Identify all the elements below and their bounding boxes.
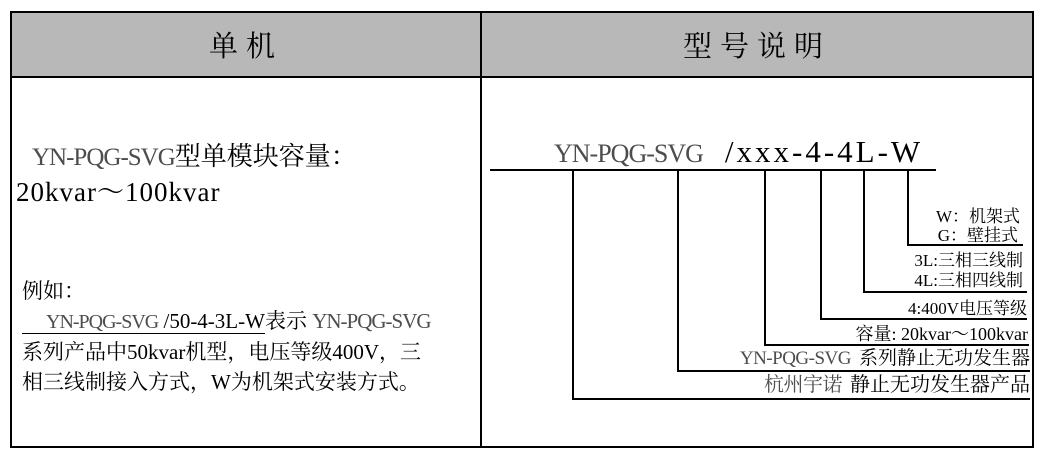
example-line3: 相三线制接入方式，W为机架式安装方式。 [22, 370, 420, 394]
spec-table [10, 11, 1034, 448]
connector-line [863, 169, 865, 293]
brand-text: YN-PQG-SVG [739, 348, 851, 369]
connector-line [863, 291, 1027, 293]
connector-line [820, 169, 822, 320]
model-number-text: /50-4-3L-W [158, 309, 265, 333]
example-paragraph [22, 276, 472, 397]
model-prefix: YN-PQG-SVG [554, 139, 703, 168]
connector-line [820, 318, 1027, 320]
header-cell-single-unit: 单机 [12, 13, 482, 76]
label-series [740, 348, 1030, 370]
single-unit-cell [12, 78, 482, 446]
model-diagram [482, 78, 1032, 446]
label-company [764, 374, 1030, 397]
capacity-range: 20kvar～100kvar [16, 177, 221, 207]
example-after-text: 表示 [264, 309, 313, 333]
brand-text: YN-PQG-SVG [32, 144, 175, 171]
connector-line [764, 344, 1029, 346]
example-intro: 例如： [22, 279, 85, 303]
connector-line [907, 169, 909, 245]
label-mount-g: G：壁挂式 [937, 226, 1018, 245]
capacity-line-text: 型单模块容量： [174, 142, 357, 171]
connector-line [677, 169, 679, 372]
model-underline [490, 169, 936, 171]
connector-line [572, 398, 1030, 400]
label-wiring-3l: 3L:三相三线制 [914, 251, 1023, 270]
example-line2: 系列产品中50kvar机型，电压等级400V，三 [22, 340, 421, 364]
company-description: 静止无功发生器产品 [850, 374, 1030, 396]
label-capacity: 容量: 20kvar～100kvar [855, 324, 1028, 344]
brand-text: 杭州宇诺 [764, 374, 842, 396]
label-voltage: 4:400V电压等级 [908, 299, 1027, 318]
connector-line [572, 169, 574, 400]
header-cell-model-description: 型号说明 [682, 31, 831, 63]
label-mount-w: W：机架式 [935, 207, 1020, 226]
brand-text: YN-PQG-SVG [46, 311, 159, 333]
model-string [554, 134, 923, 170]
connector-line [677, 370, 1030, 372]
example-model-line [22, 306, 472, 337]
table-body-row [12, 78, 1032, 446]
table-header-row [12, 13, 1032, 78]
label-wiring-4l: 4L:三相四线制 [914, 271, 1023, 290]
underlined-model [22, 309, 265, 334]
series-description: 系列静止无功发生器 [858, 348, 1030, 369]
connector-line [764, 169, 766, 345]
brand-text: YN-PQG-SVG [312, 309, 431, 333]
capacity-line [32, 136, 357, 173]
model-suffix: /xxx-4-4L-W [724, 134, 924, 169]
